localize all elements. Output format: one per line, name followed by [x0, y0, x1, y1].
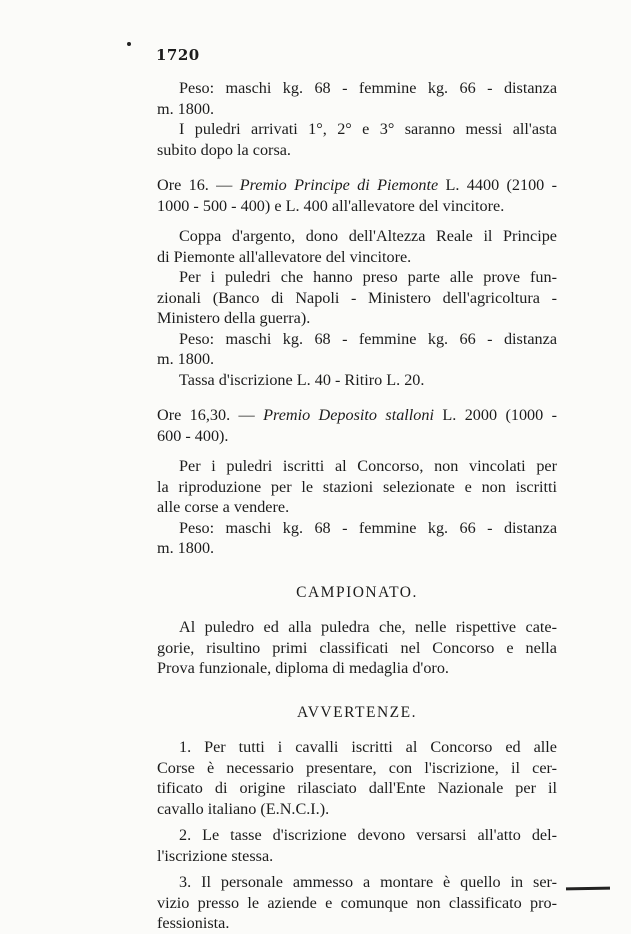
text-line: Per i puledri che hanno preso parte alle prove fun-	[179, 268, 557, 286]
text-line: Per i puledri iscritti al Concorso, non vincolati per	[179, 457, 557, 475]
paragraph	[157, 78, 557, 119]
text-line: Prova funzionale, diploma di medaglia d'oro.	[157, 659, 449, 677]
text-line: zionali (Banco di Napoli - Ministero dell'agricoltura -	[157, 288, 557, 307]
paragraph	[157, 617, 557, 679]
race-paragraph	[157, 175, 557, 216]
text-line: 1. Per tutti i cavalli iscritti al Concorso ed alle	[179, 738, 557, 756]
text-line: I puledri arrivati 1°, 2° e 3° saranno messi all'asta	[179, 120, 557, 138]
text-line: 3. Il personale ammesso a montare è quello in ser-	[179, 873, 557, 891]
paragraph	[157, 825, 557, 866]
text-line: tificato di origine rilasciato dall'Ente Nazionale per il	[157, 779, 557, 797]
page-body	[157, 78, 557, 934]
paragraph	[157, 329, 557, 370]
text-line: vizio presso le aziende e comunque non classificato pro-	[157, 893, 557, 912]
section-title: AVVERTENZE.	[297, 703, 417, 721]
text-line: Tassa d'iscrizione L. 40 - Ritiro L. 20.	[179, 370, 425, 389]
text-line: Peso: maschi kg. 68 - femmine kg. 66 - distanza	[179, 79, 557, 97]
prize-name: Premio Deposito stalloni	[263, 406, 434, 424]
section-title: CAMPIONATO.	[296, 583, 418, 601]
paragraph	[157, 226, 557, 267]
text-line: subito dopo la corsa.	[157, 140, 291, 159]
text-line: m. 1800.	[157, 350, 215, 368]
text-line: Coppa d'argento, dono dell'Altezza Reale il Principe	[179, 227, 557, 245]
text-line: gorie, risultino primi classificati nel Concorso e nella	[157, 638, 557, 657]
ink-speck	[127, 42, 131, 46]
text-line: 2. Le tasse d'iscrizione devono versarsi all'atto del-	[179, 826, 557, 844]
text-line: Corse è necessario presentare, con l'iscrizione, il cer-	[157, 758, 557, 777]
paragraph	[157, 872, 557, 934]
text-line: Al puledro ed alla puledra che, nelle rispettive cate-	[179, 618, 557, 636]
page-number: 1720	[156, 46, 200, 64]
text-line: m. 1800.	[157, 539, 215, 557]
paragraph	[157, 119, 557, 160]
paragraph	[157, 737, 557, 819]
text-line: Ore 16. — Premio Principe di Piemonte L. 4400 (2100 -	[157, 176, 558, 194]
race-paragraph	[157, 405, 557, 446]
paragraph	[157, 370, 557, 391]
text-line: fessionista.	[157, 914, 230, 932]
text-line: Ore 16,30. — Premio Deposito stalloni L. 2000 (1000 -	[157, 406, 558, 424]
text-line: 1000 - 500 - 400) e L. 400 all'allevatore del vincitore.	[157, 196, 505, 215]
text-line: Peso: maschi kg. 68 - femmine kg. 66 - distanza	[179, 329, 557, 348]
text-line: l'iscrizione stessa.	[157, 846, 274, 865]
footer-rule	[566, 887, 610, 891]
prize-name: Premio Principe di Piemonte	[239, 176, 439, 194]
text-line: cavallo italiano (E.N.C.I.).	[157, 799, 330, 818]
paragraph	[157, 456, 557, 518]
text-line: di Piemonte all'allevatore del vincitore.	[157, 247, 412, 266]
text-line: alle corse a vendere.	[157, 498, 290, 516]
text-line: 600 - 400).	[157, 426, 229, 445]
text-line: Ministero della guerra).	[157, 309, 311, 327]
text-line: la riproduzione per le stazioni selezionate e non iscritti	[157, 477, 557, 496]
paragraph	[157, 518, 557, 559]
text-line: m. 1800.	[157, 99, 215, 118]
paragraph	[157, 267, 557, 329]
text-line: Peso: maschi kg. 68 - femmine kg. 66 - distanza	[179, 518, 557, 537]
